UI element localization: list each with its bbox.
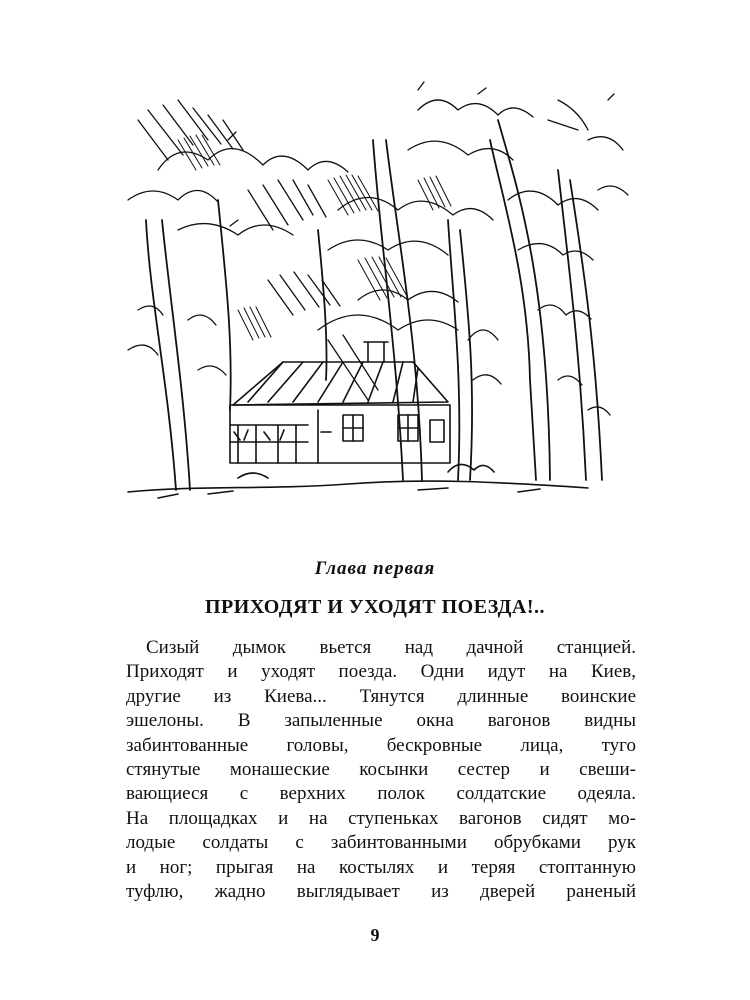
- text-line: забинтованные головы, бескровные лица, туго: [126, 734, 636, 756]
- foliage: [128, 82, 628, 415]
- text-line: другие из Киева... Тянутся длинные воинские: [126, 685, 636, 707]
- chapter-title: ПРИХОДЯТ И УХОДЯТ ПОЕЗДА!..: [204, 596, 546, 618]
- foliage-hatching: [178, 135, 451, 340]
- tree-trunks: [146, 120, 602, 490]
- body-text: [126, 636, 636, 904]
- text-line: вающиеся с верхних полок солдатские одеяла.: [126, 783, 636, 805]
- illustration-house-in-trees: [118, 80, 638, 510]
- text-line: На площадках и на ступеньках вагонов сидят мо-: [126, 807, 636, 829]
- page-number: 9: [370, 925, 380, 945]
- chapter-label: Глава первая: [314, 558, 436, 579]
- text-line: эшелоны. В запыленные окна вагонов видны: [126, 710, 636, 732]
- house: [230, 342, 450, 463]
- text-line: и ног; прыгая на костылях и теряя стоптанную: [126, 856, 636, 878]
- text-line: Приходят и уходят поезда. Одни идут на Киев,: [126, 661, 636, 683]
- text-line: Сизый дымок вьется над дачной станцией.: [146, 637, 636, 658]
- text-line: стянутые монашеские косынки сестер и свеши-: [126, 759, 636, 781]
- text-line: лодые солдаты с забинтованными обрубками рук: [126, 832, 636, 854]
- ground-strokes: [128, 464, 588, 498]
- text-line: туфлю, жадно выглядывает из дверей раненый: [126, 881, 636, 903]
